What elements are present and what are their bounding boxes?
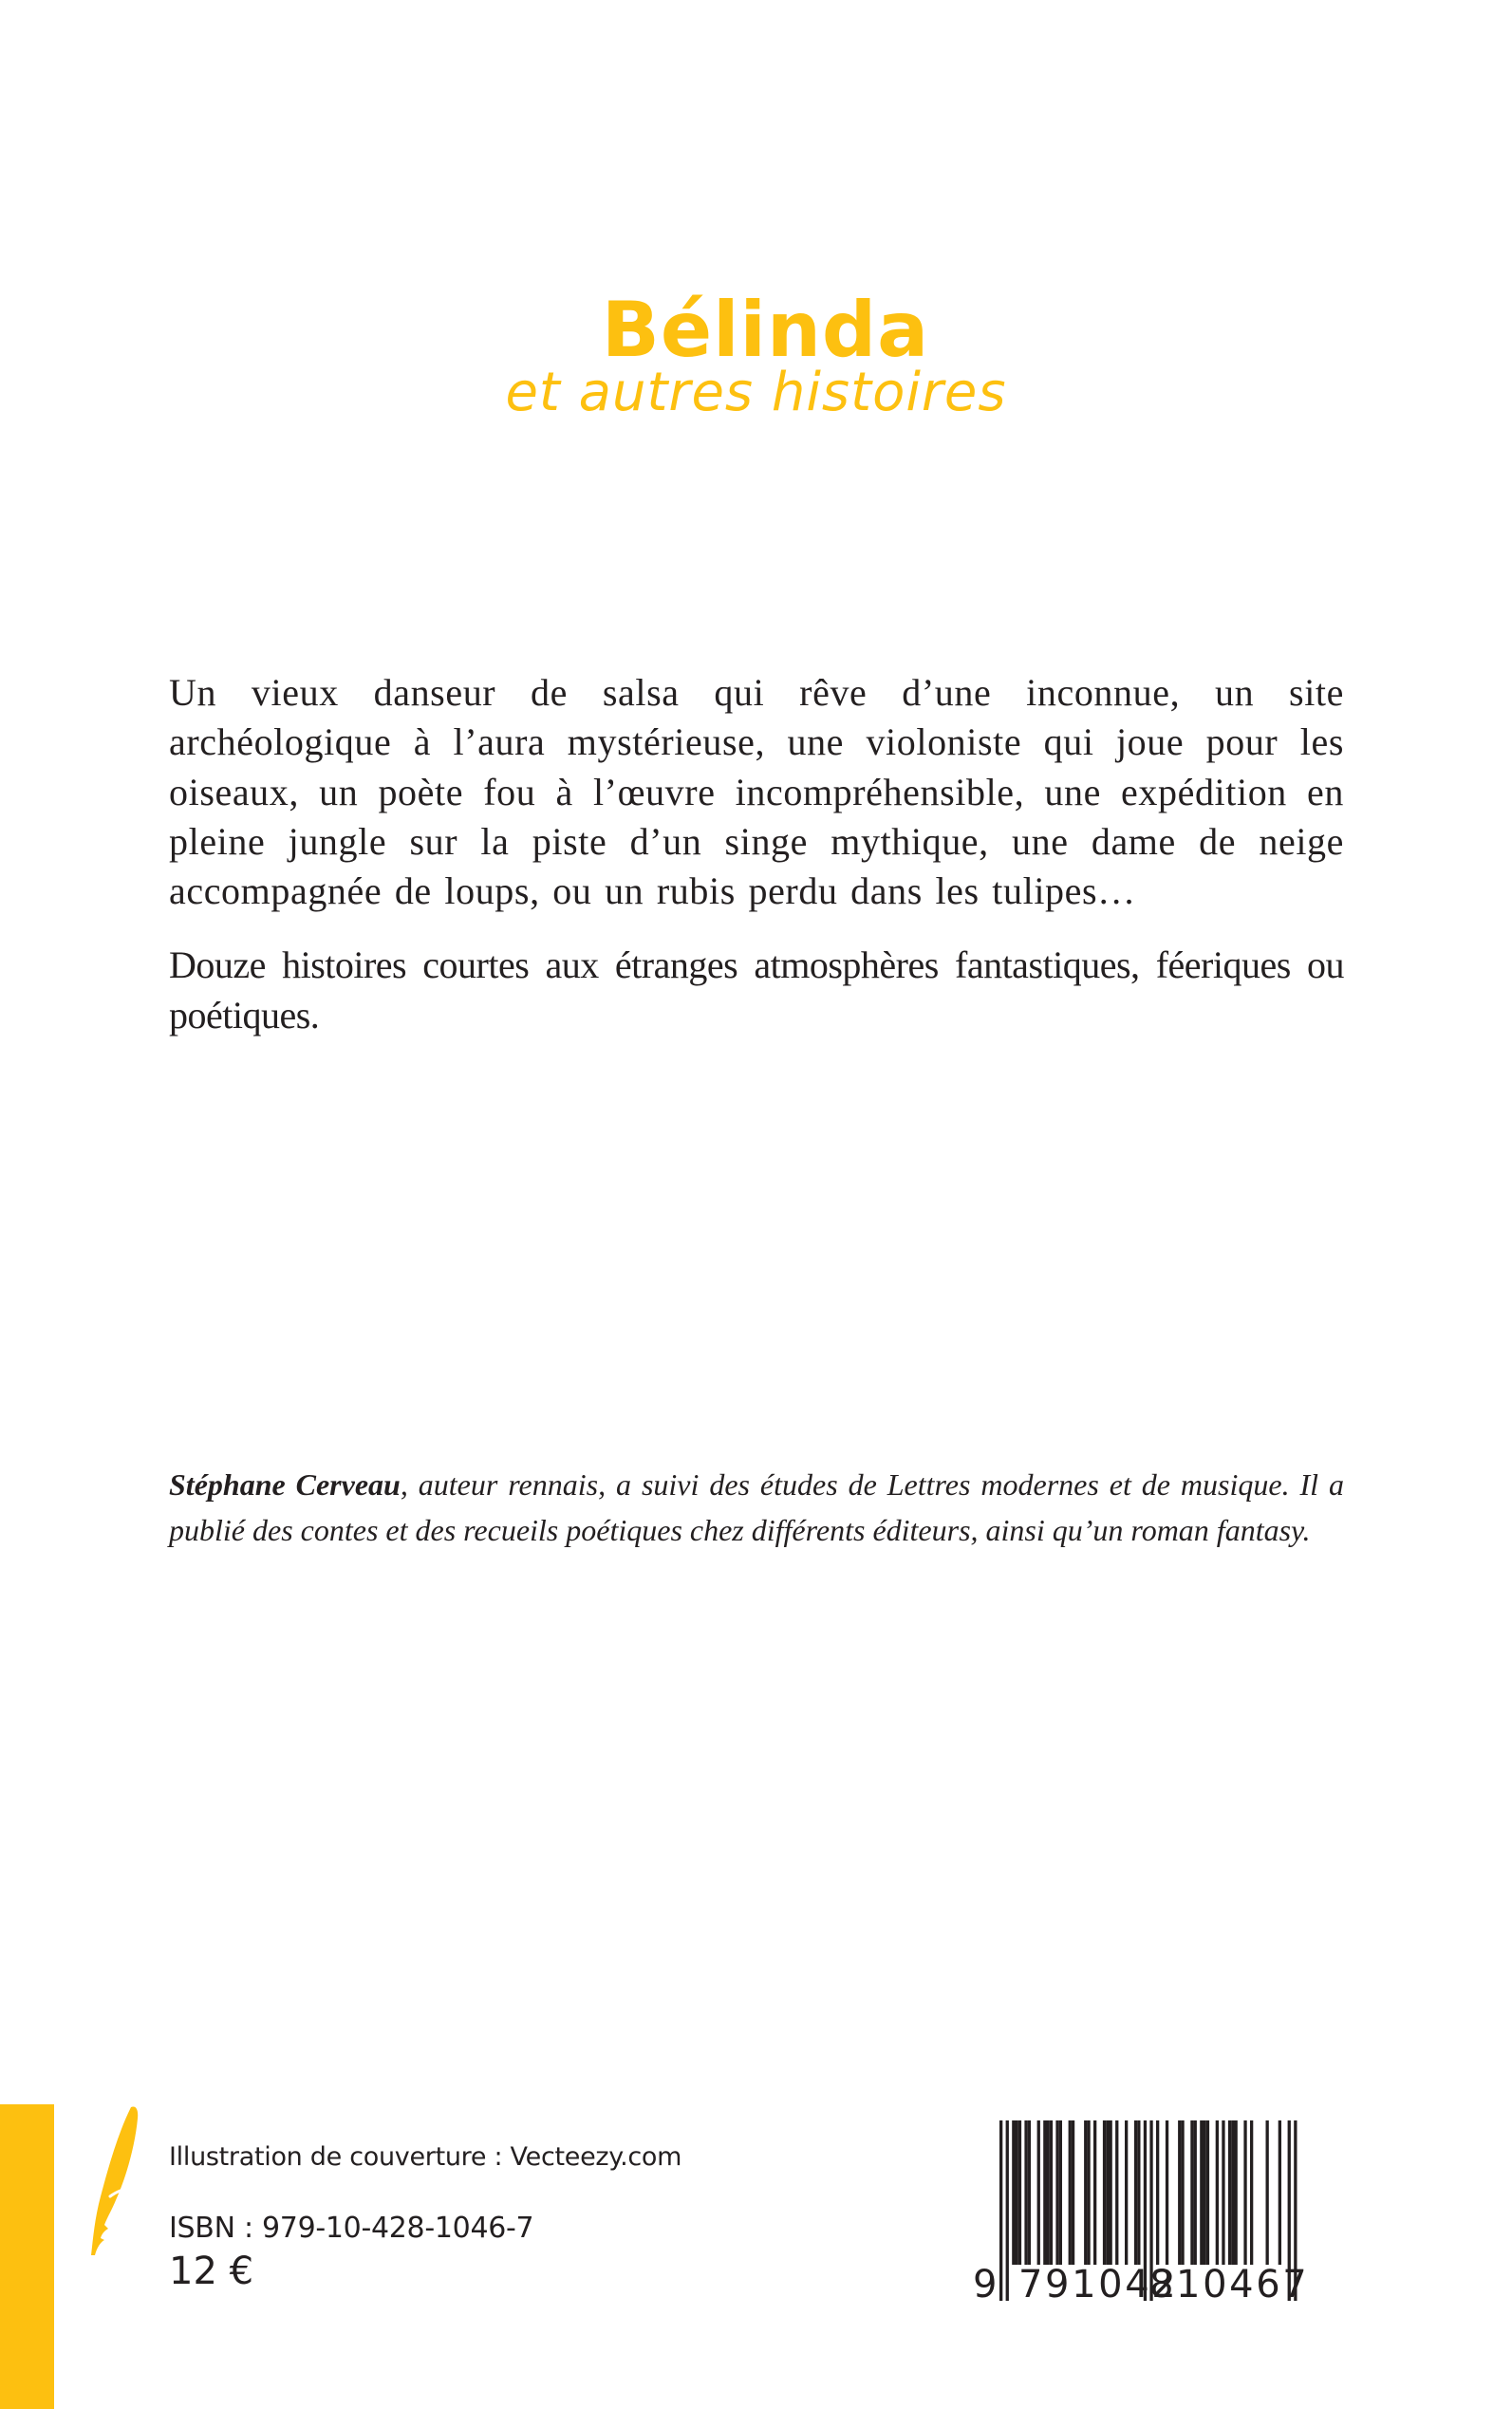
author-bio [169, 1462, 1344, 1553]
price: 12 € [169, 2250, 254, 2293]
book-title-block [0, 285, 1512, 423]
barcode-right-digits: 810467 [1149, 2263, 1310, 2306]
blurb-paragraph: Douze histoires courtes aux étranges atmosphères fantastiques, féeriques ou poétiques. [169, 943, 1344, 1036]
blurb-paragraph: Un vieux danseur de salsa qui rêve d’une inconnue, un site archéologique à l’aura mystérieuse, une violoniste qui joue pour les oiseaux, un poète fou à l’œuvre incompréhensible, une expédition en pleine jungle sur la piste d’un singe mythique, une dame de neige accompagnée de loups, ou un rubis perdu dans les tulipes… [169, 671, 1344, 913]
barcode-digits [973, 2263, 1334, 2306]
book-subtitle: et autres histoires [505, 362, 1007, 423]
illustration-credit: Illustration de couverture : Vecteezy.com [169, 2142, 682, 2172]
publishing-info [169, 2141, 681, 2293]
barcode-left-digits: 791042 [1018, 2263, 1179, 2306]
author-bio-paragraph [169, 1462, 1344, 1553]
isbn-barcode [973, 2120, 1334, 2306]
isbn: ISBN : 979-10-428-1046-7 [169, 2212, 534, 2245]
blurb [169, 668, 1344, 1040]
author-bio-text: , auteur rennais, a suivi des études de Lettres modernes et de musique. Il a publié des contes et des recueils poétiques chez différents éditeurs, ainsi qu’un roman fantasy. [169, 1467, 1345, 1547]
author-name: Stéphane Cerveau [169, 1467, 401, 1502]
feather-icon [76, 2105, 144, 2257]
barcode-first-digit: 9 [973, 2263, 998, 2306]
book-title: Bélinda [601, 286, 930, 374]
accent-side-bar [0, 2104, 54, 2409]
